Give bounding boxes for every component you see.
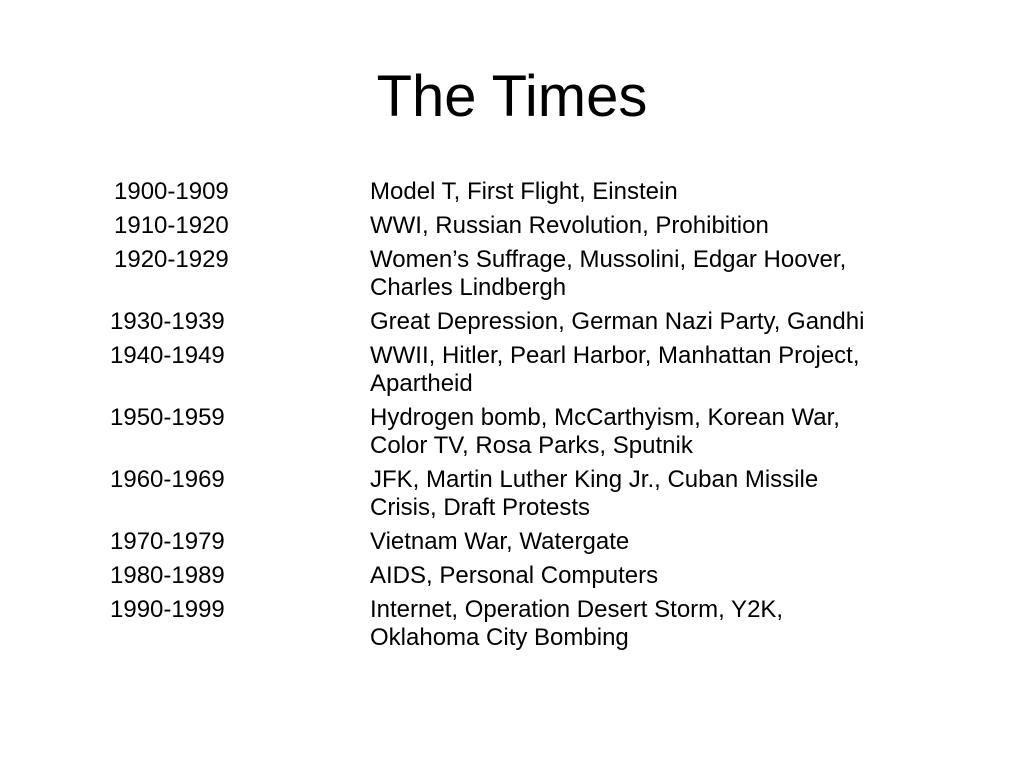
period-label: 1930-1939 bbox=[110, 308, 225, 335]
timeline-row bbox=[0, 178, 1024, 206]
events-text: Hydrogen bomb, McCarthyism, Korean War, Color TV, Rosa Parks, Sputnik bbox=[370, 404, 840, 459]
events-text: WWII, Hitler, Pearl Harbor, Manhattan Project, Apartheid bbox=[370, 342, 860, 397]
period-label: 1900-1909 bbox=[114, 178, 229, 205]
events-text: Great Depression, German Nazi Party, Gandhi bbox=[370, 308, 865, 335]
timeline-row bbox=[0, 562, 1024, 590]
slide-title: The Times bbox=[376, 64, 648, 129]
period-label: 1940-1949 bbox=[110, 342, 225, 369]
timeline-row bbox=[0, 466, 1024, 522]
events-text: Internet, Operation Desert Storm, Y2K, Oklahoma City Bombing bbox=[370, 596, 784, 651]
period-label: 1980-1989 bbox=[110, 562, 225, 589]
events-text: JFK, Martin Luther King Jr., Cuban Missile Crisis, Draft Protests bbox=[370, 466, 819, 521]
timeline-row bbox=[0, 246, 1024, 302]
events-text: Model T, First Flight, Einstein bbox=[370, 178, 678, 205]
period-label: 1960-1969 bbox=[110, 466, 225, 493]
timeline-row bbox=[0, 212, 1024, 240]
timeline-row bbox=[0, 308, 1024, 336]
timeline-row bbox=[0, 342, 1024, 398]
timeline-row bbox=[0, 404, 1024, 460]
timeline-list bbox=[0, 178, 1024, 658]
timeline-row bbox=[0, 528, 1024, 556]
period-label: 1990-1999 bbox=[110, 596, 225, 623]
period-label: 1920-1929 bbox=[114, 246, 229, 273]
period-label: 1970-1979 bbox=[110, 528, 225, 555]
period-label: 1910-1920 bbox=[114, 212, 229, 239]
timeline-row bbox=[0, 596, 1024, 652]
events-text: Vietnam War, Watergate bbox=[370, 528, 630, 555]
events-text: AIDS, Personal Computers bbox=[370, 562, 659, 589]
period-label: 1950-1959 bbox=[110, 404, 225, 431]
events-text: Women’s Suffrage, Mussolini, Edgar Hoover, Charles Lindbergh bbox=[370, 246, 847, 301]
events-text: WWI, Russian Revolution, Prohibition bbox=[370, 212, 769, 239]
